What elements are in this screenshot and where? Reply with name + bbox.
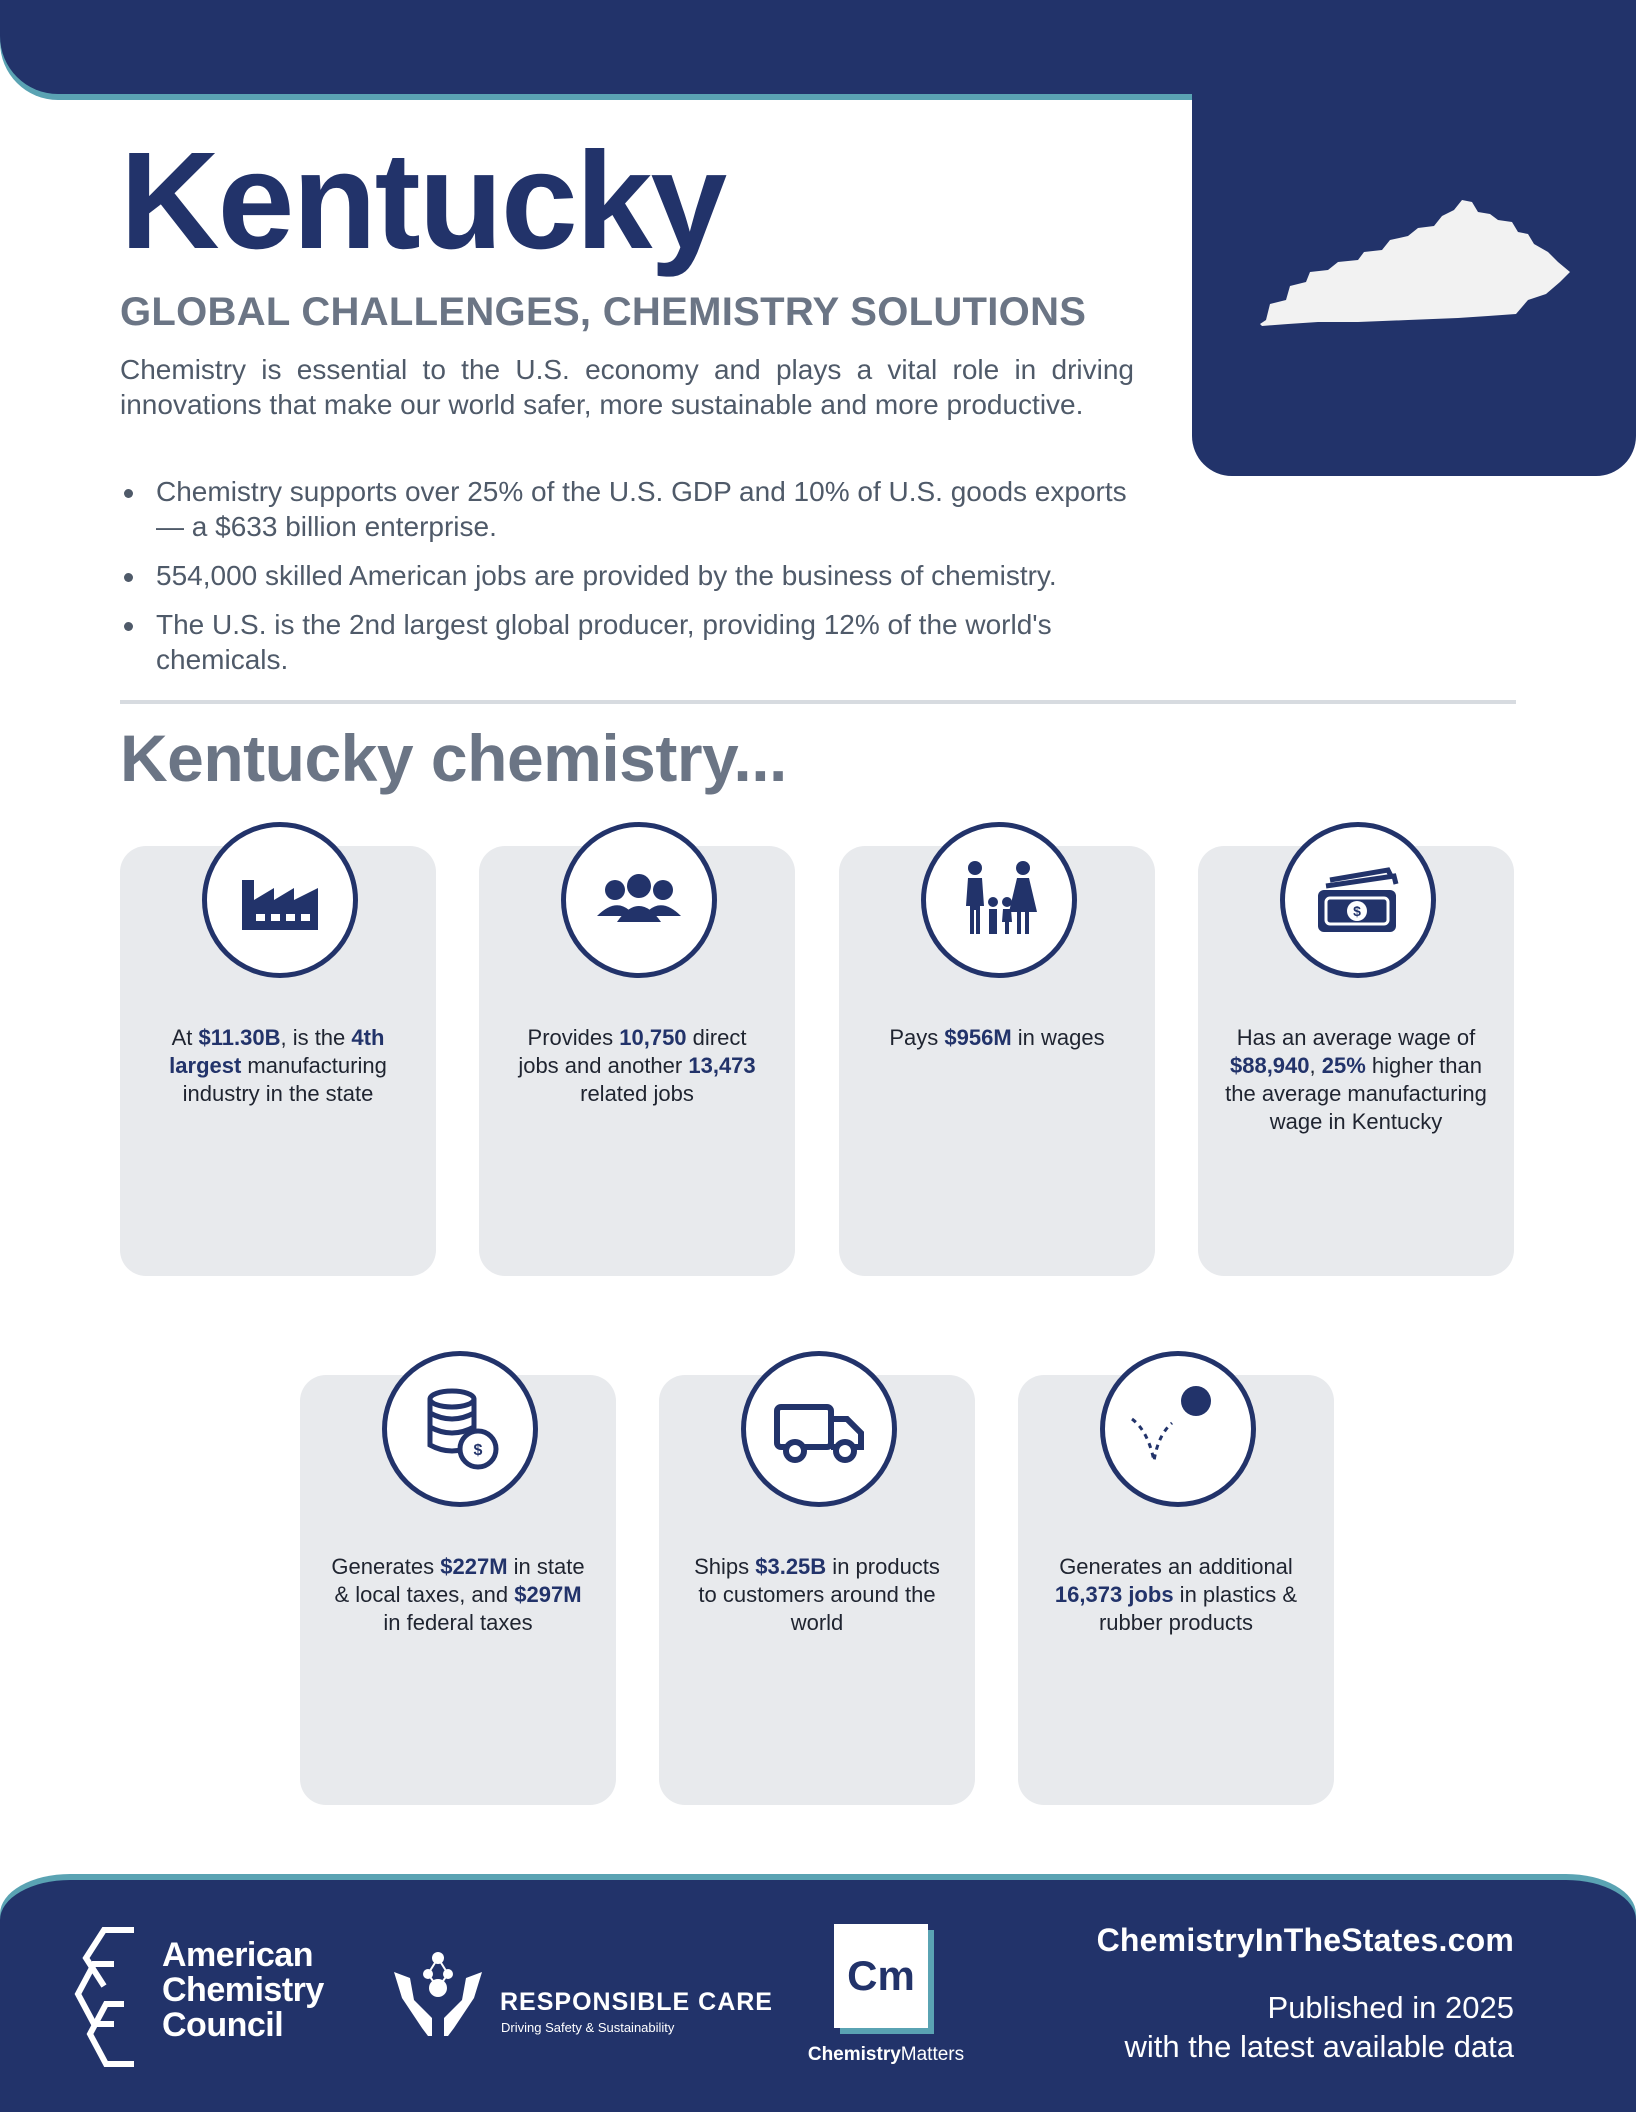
highlight-value: $297M	[514, 1582, 582, 1607]
highlight-value: $3.25B	[755, 1554, 827, 1579]
section-divider	[120, 700, 1516, 704]
hexagon-logo-icon	[74, 1922, 164, 2072]
highlight-value: 13,473	[688, 1053, 756, 1078]
acc-logo-line: American	[162, 1936, 313, 1974]
card-text-run: Generates an additional	[1059, 1554, 1293, 1579]
intro-paragraph: Chemistry is essential to the U.S. economy and plays a vital role in driving innovations that make our world safer, more sustainable and more productive.	[120, 354, 1134, 420]
svg-text:$: $	[1353, 903, 1361, 919]
card-text-run: in state & local taxes, and	[334, 1554, 585, 1607]
american-chemistry-council-logo	[74, 1922, 374, 2072]
card-text-run: Pays	[889, 1025, 945, 1050]
card-text-run: Provides	[527, 1025, 620, 1050]
highlight-value: $88,940	[1229, 1053, 1310, 1078]
highlight-value: 16,373 jobs	[1054, 1582, 1174, 1607]
acc-logo-line: Chemistry	[162, 1971, 324, 2009]
highlight-value: 4th largest	[169, 1025, 385, 1078]
card-text-run: Has an average wage of	[1236, 1025, 1476, 1050]
cm-wordmark-rest: Matters	[900, 2044, 965, 2065]
list-item: 554,000 skilled American jobs are provided by the business of chemistry.	[120, 558, 1140, 593]
cm-wordmark	[796, 2044, 976, 2066]
card-text-run: direct jobs and another	[518, 1025, 747, 1078]
published-line: with the latest available data	[1124, 2029, 1514, 2064]
stat-card-shipments-text	[659, 1553, 975, 1637]
published-line: Published in 2025	[1267, 1990, 1514, 2025]
cm-logo-box: Cm	[834, 1924, 928, 2028]
stat-card-industry-text	[120, 1024, 436, 1108]
stat-card-wages-text	[839, 1024, 1155, 1052]
card-text-run: higher than the average manufacturing wage in Kentucky	[1225, 1053, 1487, 1134]
acc-logo-line: Council	[162, 2006, 284, 2044]
svg-text:$: $	[473, 1442, 483, 1459]
card-text-run: in products to customers around the world	[698, 1554, 940, 1635]
card-text-run: , is the	[280, 1025, 352, 1050]
responsible-care-title: RESPONSIBLE CARE	[500, 1988, 773, 2016]
stat-card-jobs-text	[479, 1024, 795, 1108]
list-item: The U.S. is the 2nd largest global producer, providing 12% of the world's chemicals.	[120, 607, 1140, 677]
highlight-value: 25%	[1321, 1053, 1366, 1078]
highlight-value: $11.30B	[198, 1025, 281, 1050]
money-stack-icon	[1280, 822, 1436, 978]
card-text-run: At	[171, 1025, 199, 1050]
delivery-truck-icon	[741, 1351, 897, 1507]
coin-stack-icon	[382, 1351, 538, 1507]
page-subtitle: GLOBAL CHALLENGES, CHEMISTRY SOLUTIONS	[120, 290, 1087, 334]
state-map-panel	[1192, 60, 1636, 476]
people-group-icon	[561, 822, 717, 978]
card-text-run: Generates	[331, 1554, 441, 1579]
responsible-care-logo	[388, 1944, 788, 2044]
card-text-run: in federal taxes	[383, 1610, 533, 1635]
hands-molecule-icon	[388, 1944, 488, 2044]
highlight-value: $956M	[944, 1025, 1012, 1050]
card-text-run: related jobs	[580, 1081, 694, 1106]
chemistry-matters-logo	[796, 1924, 976, 2074]
card-text-run: in plastics & rubber products	[1098, 1582, 1298, 1635]
page-title: Kentucky	[120, 124, 726, 278]
card-text-run: ,	[1309, 1053, 1322, 1078]
card-text-run: manufacturing industry in the state	[182, 1053, 387, 1106]
stat-card-plastics-jobs-text	[1018, 1553, 1334, 1637]
stat-card-average-wage-text	[1198, 1024, 1514, 1136]
stat-card-taxes-text	[300, 1553, 616, 1637]
factory-icon	[202, 822, 358, 978]
card-text-run: Ships	[694, 1554, 756, 1579]
highlight-value: 10,750	[619, 1025, 687, 1050]
cm-wordmark-bold: Chemistry	[807, 2044, 901, 2065]
bouncing-ball-icon	[1100, 1351, 1256, 1507]
section-heading: Kentucky chemistry...	[120, 721, 787, 795]
card-text-run: in wages	[1011, 1025, 1105, 1050]
family-icon	[921, 822, 1077, 978]
list-item: Chemistry supports over 25% of the U.S. GDP and 10% of U.S. goods exports — a $633 billion enterprise.	[120, 474, 1140, 544]
kentucky-map-icon	[1258, 200, 1578, 340]
website-link[interactable]: ChemistryInTheStates.com	[1096, 1922, 1514, 1958]
responsible-care-tagline: Driving Safety & Sustainability	[501, 2020, 675, 2035]
highlight-value: $227M	[440, 1554, 508, 1579]
facts-list	[120, 474, 1140, 691]
published-note	[1125, 1988, 1514, 2066]
